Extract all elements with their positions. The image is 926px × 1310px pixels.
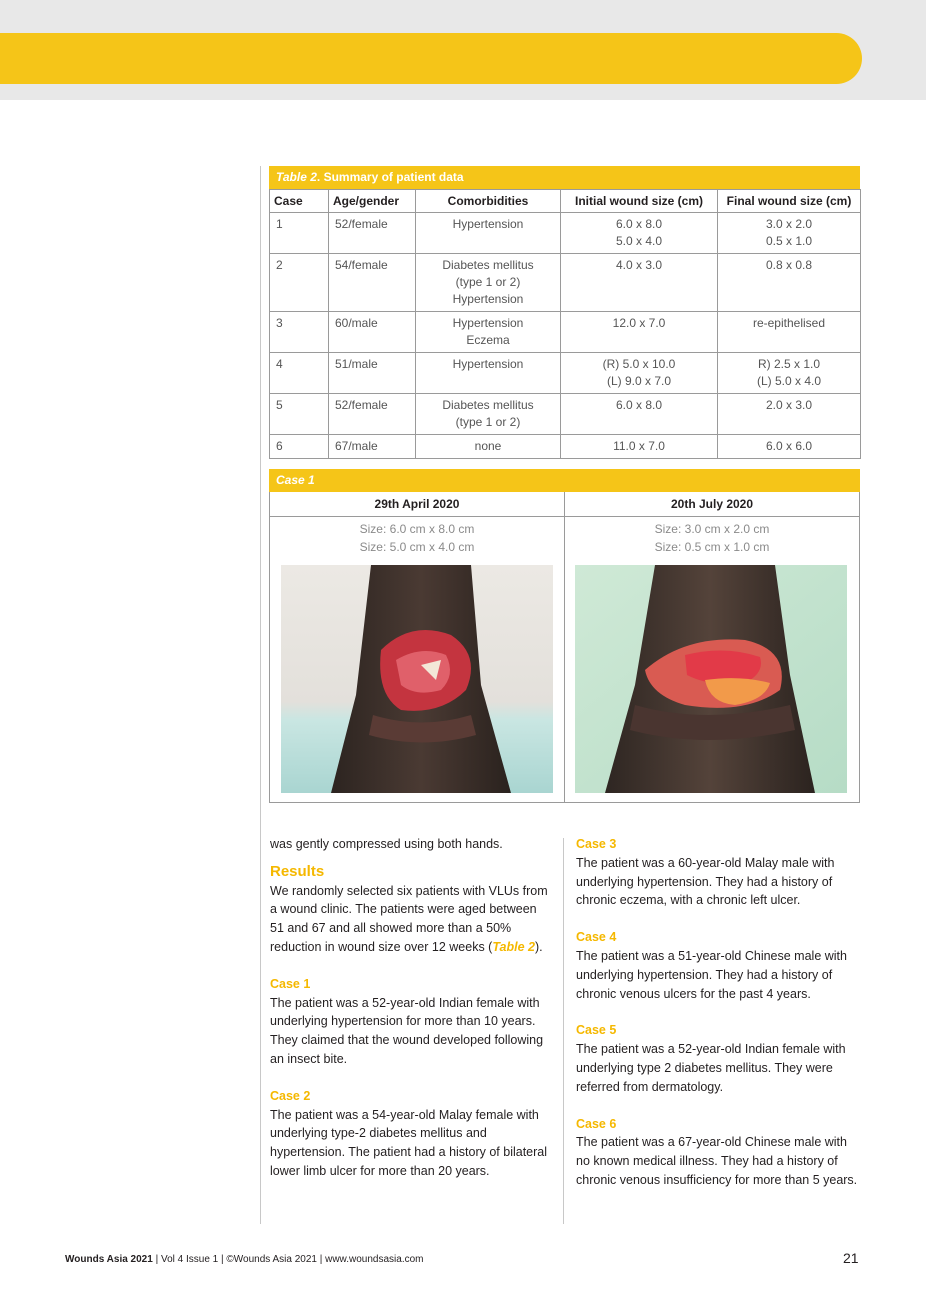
table-header-cell: Final wound size (cm) — [718, 190, 861, 213]
table-cell-initial — [561, 353, 718, 394]
cell-line: Diabetes mellitus — [442, 398, 534, 412]
table-cell-initial — [561, 312, 718, 353]
table-header-cell: Comorbidities — [416, 190, 561, 213]
table-cell-age: 51/male — [329, 353, 416, 394]
cell-line: 3.0 x 2.0 — [765, 217, 813, 231]
table-cell-initial — [561, 435, 718, 459]
cell-line: none — [474, 439, 502, 453]
table-cell-comorb — [416, 213, 561, 254]
cell-line: Hypertension — [452, 217, 524, 231]
footer-journal: Wounds Asia 2021 — [65, 1254, 153, 1265]
case1-figure — [269, 469, 860, 803]
cell-line: (type 1 or 2) — [455, 275, 521, 289]
case5-heading: Case 5 — [576, 1023, 617, 1038]
case4-heading: Case 4 — [576, 930, 617, 945]
left-size-1: Size: 6.0 cm x 8.0 cm — [359, 522, 475, 536]
column-rule — [563, 838, 564, 1224]
table-header-cell: Age/gender — [329, 190, 416, 213]
table-caption — [269, 166, 860, 189]
table-cell-case: 4 — [270, 353, 329, 394]
right-photo-date: 20th July 2020 — [565, 492, 859, 517]
table-row — [270, 213, 861, 254]
table-cell-age: 60/male — [329, 312, 416, 353]
intro-paragraph: was gently compressed using both hands. — [270, 837, 503, 851]
table-header-cell: Initial wound size (cm) — [561, 190, 718, 213]
cell-line: 0.5 x 1.0 — [765, 234, 813, 248]
table-row — [270, 435, 861, 459]
cell-line: 5.0 x 4.0 — [615, 234, 663, 248]
table-cell-final — [718, 312, 861, 353]
table-reference-link[interactable]: Table 2 — [492, 939, 535, 954]
figure-caption-text: Case 1 — [276, 473, 315, 487]
results-paragraph — [270, 882, 550, 957]
table-cell-initial — [561, 394, 718, 435]
case3-paragraph: The patient was a 60-year-old Malay male with underlying hypertension. They had a history of chronic eczema, with a chronic left ulcer. — [576, 855, 835, 908]
footer-details: | Vol 4 Issue 1 | ©Wounds Asia 2021 | www.woundsasia.com — [152, 1254, 424, 1265]
table-cell-age: 54/female — [329, 254, 416, 312]
cell-line: 12.0 x 7.0 — [612, 316, 666, 330]
wound-photo-after — [575, 565, 847, 793]
cell-line: Hypertension — [452, 316, 524, 330]
margin-rule — [260, 166, 261, 1224]
table-row — [270, 394, 861, 435]
cell-line: Hypertension — [452, 292, 524, 306]
page-number: 21 — [843, 1250, 859, 1266]
cell-line: 4.0 x 3.0 — [615, 258, 663, 272]
text-column-1 — [270, 835, 550, 1181]
table-row — [270, 254, 861, 312]
right-photo-sizes — [565, 520, 859, 556]
cell-line: 2.0 x 3.0 — [765, 398, 813, 412]
case6-paragraph: The patient was a 67-year-old Chinese male with no known medical illness. They had a history of chronic venous insufficiency for more than 5 years. — [576, 1135, 858, 1187]
case2-heading: Case 2 — [270, 1088, 311, 1103]
table-caption-text: . Summary of patient data — [316, 170, 464, 184]
right-size-2: Size: 0.5 cm x 1.0 cm — [654, 540, 770, 554]
case5-paragraph: The patient was a 52-year-old Indian female with underlying type 2 diabetes mellitus. They were referred from dermatology. — [576, 1042, 846, 1094]
cell-line: 0.8 x 0.8 — [765, 258, 813, 272]
header-accent-bar — [0, 33, 862, 84]
wound-photo-before — [281, 565, 553, 793]
cell-line: R) 2.5 x 1.0 — [757, 357, 821, 371]
table-cell-case: 1 — [270, 213, 329, 254]
table-header-row — [270, 190, 861, 213]
cell-line: 11.0 x 7.0 — [613, 439, 665, 453]
table-cell-final — [718, 435, 861, 459]
table-cell-final — [718, 254, 861, 312]
table-row — [270, 312, 861, 353]
table-cell-comorb — [416, 394, 561, 435]
table-cell-final — [718, 394, 861, 435]
table-cell-case: 2 — [270, 254, 329, 312]
case6-heading: Case 6 — [576, 1116, 617, 1131]
results-heading: Results — [270, 862, 325, 880]
cell-line: 6.0 x 8.0 — [615, 398, 663, 412]
case1-paragraph: The patient was a 52-year-old Indian female with underlying hypertension for more than 10 years. They claimed that the wound developed following an insect bite. — [270, 995, 544, 1066]
table-cell-case: 5 — [270, 394, 329, 435]
left-size-2: Size: 5.0 cm x 4.0 cm — [359, 540, 475, 554]
table-cell-comorb — [416, 254, 561, 312]
table-cell-initial — [561, 254, 718, 312]
table-cell-comorb — [416, 435, 561, 459]
cell-line: Diabetes mellitus — [442, 258, 534, 272]
cell-line: (L) 5.0 x 4.0 — [756, 374, 822, 388]
table-cell-age: 52/female — [329, 213, 416, 254]
table-cell-final — [718, 213, 861, 254]
table-row — [270, 353, 861, 394]
cell-line: (L) 9.0 x 7.0 — [606, 374, 672, 388]
results-text-1: We randomly selected six patients with VLUs from a wound clinic. The patients were aged between 51 and 67 and all showed more than a 50% reduction in wound size over 12 weeks ( — [270, 883, 548, 954]
patient-data-table — [269, 166, 860, 459]
table-cell-comorb — [416, 312, 561, 353]
table-body — [270, 213, 861, 459]
cell-line: 6.0 x 8.0 — [615, 217, 663, 231]
cell-line: re-epithelised — [752, 316, 826, 330]
table-grid — [269, 189, 861, 459]
table-cell-case: 3 — [270, 312, 329, 353]
page-footer — [65, 1254, 424, 1265]
figure-caption — [269, 469, 860, 492]
table-header-cell: Case — [270, 190, 329, 213]
case4-paragraph: The patient was a 51-year-old Chinese male with underlying hypertension. They had a history of chronic venous ulcers for the past 4 years. — [576, 948, 847, 1001]
cell-line: Eczema — [466, 333, 510, 347]
left-photo-date: 29th April 2020 — [270, 492, 564, 517]
case1-heading: Case 1 — [270, 976, 311, 991]
right-size-1: Size: 3.0 cm x 2.0 cm — [654, 522, 770, 536]
case2-paragraph: The patient was a 54-year-old Malay female with underlying type-2 diabetes mellitus and hypertension. The patient had a history of bilateral lower limb ulcer for more than 20 years. — [270, 1107, 548, 1178]
case3-heading: Case 3 — [576, 837, 617, 851]
table-cell-initial — [561, 213, 718, 254]
cell-line: (R) 5.0 x 10.0 — [602, 357, 676, 371]
table-cell-final — [718, 353, 861, 394]
results-text-2: ). — [534, 939, 543, 954]
table-caption-label: Table 2 — [276, 170, 317, 184]
table-cell-comorb — [416, 353, 561, 394]
cell-line: 6.0 x 6.0 — [765, 439, 813, 453]
table-cell-age: 52/female — [329, 394, 416, 435]
table-cell-age: 67/male — [329, 435, 416, 459]
cell-line: (type 1 or 2) — [455, 415, 521, 429]
text-column-2 — [576, 835, 862, 1190]
left-photo-sizes — [270, 520, 564, 556]
cell-line: Hypertension — [452, 357, 524, 371]
table-cell-case: 6 — [270, 435, 329, 459]
